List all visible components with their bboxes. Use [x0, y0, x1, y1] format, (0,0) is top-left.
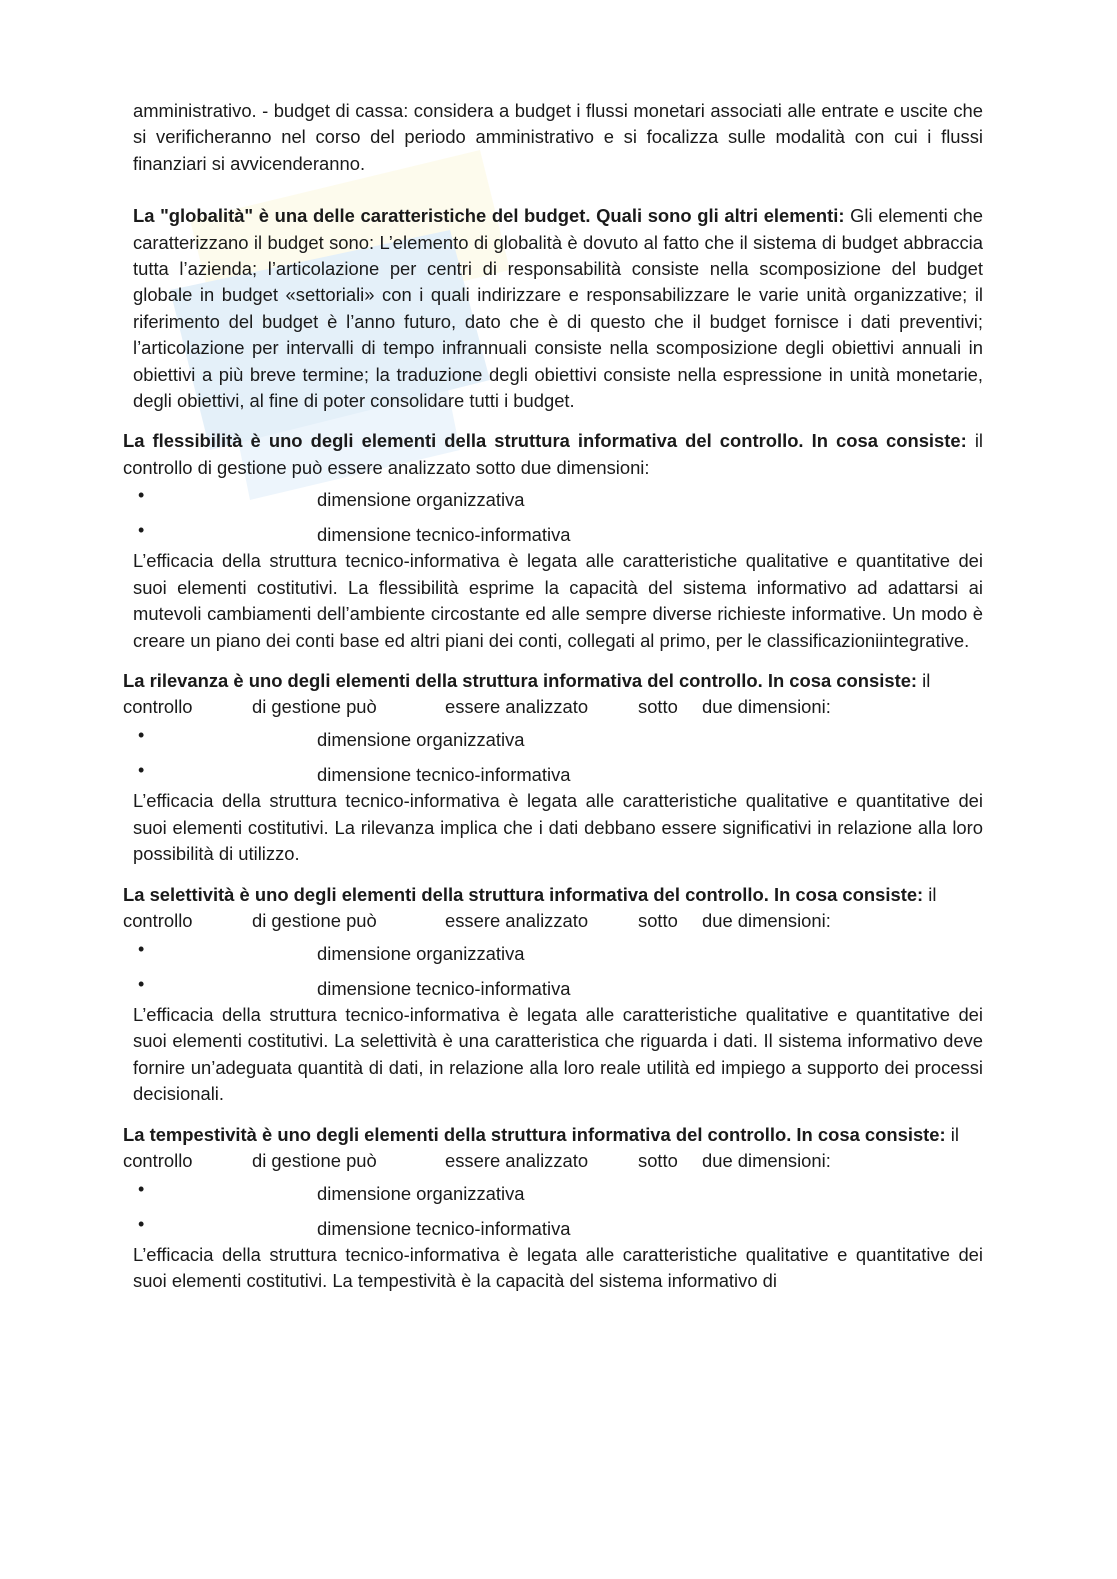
list-item	[123, 721, 983, 756]
tempestivita-question-paragraph	[123, 1122, 983, 1148]
bullet-icon: •	[138, 485, 145, 506]
rilevanza-question: La rilevanza è uno degli elementi della struttura informativa del controllo. In cosa consiste:	[123, 669, 918, 691]
bullet-text: dimensione tecnico-informativa	[317, 524, 571, 546]
list-item	[123, 481, 983, 516]
tempestivita-question: La tempestività è uno degli elementi della struttura informativa del controllo. In cosa consiste:	[123, 1123, 946, 1145]
rilevanza-question-paragraph	[123, 668, 983, 694]
list-item	[123, 1210, 983, 1245]
bullet-text: dimensione tecnico-informativa	[317, 977, 571, 999]
rilevanza-answer-tail: il	[917, 669, 931, 691]
bullet-icon: •	[138, 760, 145, 781]
bullet-text: dimensione organizzativa	[317, 489, 525, 511]
answer-word: due dimensioni:	[702, 909, 831, 931]
bullet-text: dimensione tecnico-informativa	[317, 764, 571, 786]
tempestivita-answer-tail: il	[945, 1123, 959, 1145]
flessibilita-body: L’efficacia della struttura tecnico-informativa è legata alle caratteristiche qualitative e quantitative dei suoi elementi costitutivi. La flessibilità esprime la capacità del sistema informativo ad adattarsi ai mutevoli cambiamenti dell’ambiente circostante ed alle sempre diverse richieste informative. Un modo è creare un piano dei conti base ed altri piani dei conti, collegati al primo, per le classificazioniintegrative.	[133, 550, 983, 651]
globalita-paragraph	[123, 203, 983, 414]
answer-word: sotto	[638, 696, 678, 718]
answer-word: di gestione può	[252, 1149, 377, 1171]
answer-word: essere analizzato	[445, 1149, 589, 1171]
bullet-icon: •	[138, 1213, 145, 1234]
answer-word: di gestione può	[252, 696, 377, 718]
answer-word: controllo	[123, 696, 193, 718]
bullet-icon: •	[138, 973, 145, 994]
bullet-text: dimensione organizzativa	[317, 942, 525, 964]
flessibilita-question-paragraph	[123, 428, 983, 481]
selettivita-body: L’efficacia della struttura tecnico-informativa è legata alle caratteristiche qualitative e quantitative dei suoi elementi costitutivi. La selettività è una caratteristica che riguarda i dati. Il sistema informativo deve fornire un’adeguata quantità di dati, in relazione alla loro reale utilità ed impiego a supporto dei processi decisionali.	[133, 1003, 983, 1105]
answer-word: due dimensioni:	[702, 696, 831, 718]
bullet-icon: •	[138, 938, 145, 959]
answer-word: controllo	[123, 1149, 193, 1171]
bullet-icon: •	[138, 520, 145, 541]
answer-word: controllo	[123, 909, 193, 931]
list-item	[123, 756, 983, 791]
list-item	[123, 516, 983, 551]
answer-word: di gestione può	[252, 909, 377, 931]
document-page	[123, 98, 983, 1295]
flessibilita-answer-start: il controllo di gestione può essere analizzato sotto due dimensioni:	[123, 430, 984, 478]
list-item	[123, 935, 983, 970]
bullet-text: dimensione tecnico-informativa	[317, 1217, 571, 1239]
list-item	[123, 1175, 983, 1210]
tempestivita-answer-line	[123, 1148, 983, 1175]
answer-word: essere analizzato	[445, 909, 589, 931]
bullet-text: dimensione organizzativa	[317, 729, 525, 751]
intro-paragraph: amministrativo. - budget di cassa: considera a budget i flussi monetari associati alle entrate e uscite che si verificheranno nel corso del periodo amministrativo e si focalizza sulle modalità con cui i flussi finanziari si avvicenderanno.	[133, 100, 983, 174]
answer-word: sotto	[638, 909, 678, 931]
tempestivita-body: L’efficacia della struttura tecnico-informativa è legata alle caratteristiche qualitative e quantitative dei suoi elementi costitutivi. La tempestività è la capacità del sistema informativo di	[133, 1243, 983, 1292]
selettivita-question: La selettività è uno degli elementi della struttura informativa del controllo. In cosa consiste:	[123, 883, 924, 905]
bullet-text: dimensione organizzativa	[317, 1182, 525, 1204]
flessibilita-question: La flessibilità è uno degli elementi della struttura informativa del controllo. In cosa consiste:	[123, 430, 967, 452]
selettivita-answer-line	[123, 908, 983, 935]
globalita-question: La "globalità" è una delle caratteristiche del budget. Quali sono gli altri elementi:	[133, 205, 845, 227]
selettivita-question-paragraph	[123, 882, 983, 908]
list-item	[123, 970, 983, 1005]
answer-word: essere analizzato	[445, 696, 589, 718]
bullet-icon: •	[138, 1178, 145, 1199]
answer-word: sotto	[638, 1149, 678, 1171]
answer-word: due dimensioni:	[702, 1149, 831, 1171]
selettivita-answer-tail: il	[923, 883, 937, 905]
rilevanza-body: L’efficacia della struttura tecnico-informativa è legata alle caratteristiche qualitative e quantitative dei suoi elementi costitutivi. La rilevanza implica che i dati debbano essere significativi in relazione alla loro possibilità di utilizzo.	[133, 790, 983, 865]
rilevanza-answer-line	[123, 694, 983, 721]
bullet-icon: •	[138, 725, 145, 746]
globalita-answer: Gli elementi che caratterizzano il budget sono: L’elemento di globalità è dovuto al fatto che il sistema di budget abbraccia tutta l’azienda; l’articolazione per centri di responsabilità consiste nella scomposizione del budget globale in budget «settoriali» con i quali indirizzare e responsabilizzare le varie unità organizzative; il riferimento del budget è l’anno futuro, dato che è di questo che il budget fornisce i dati preventivi; l’articolazione per intervalli di tempo infrannuali consiste nella scomposizione degli obiettivi annuali in obiettivi a più breve termine; la traduzione degli obiettivi consiste nella espressione in unità monetarie, degli obiettivi, al fine di poter consolidare tutti i budget.	[133, 205, 983, 412]
